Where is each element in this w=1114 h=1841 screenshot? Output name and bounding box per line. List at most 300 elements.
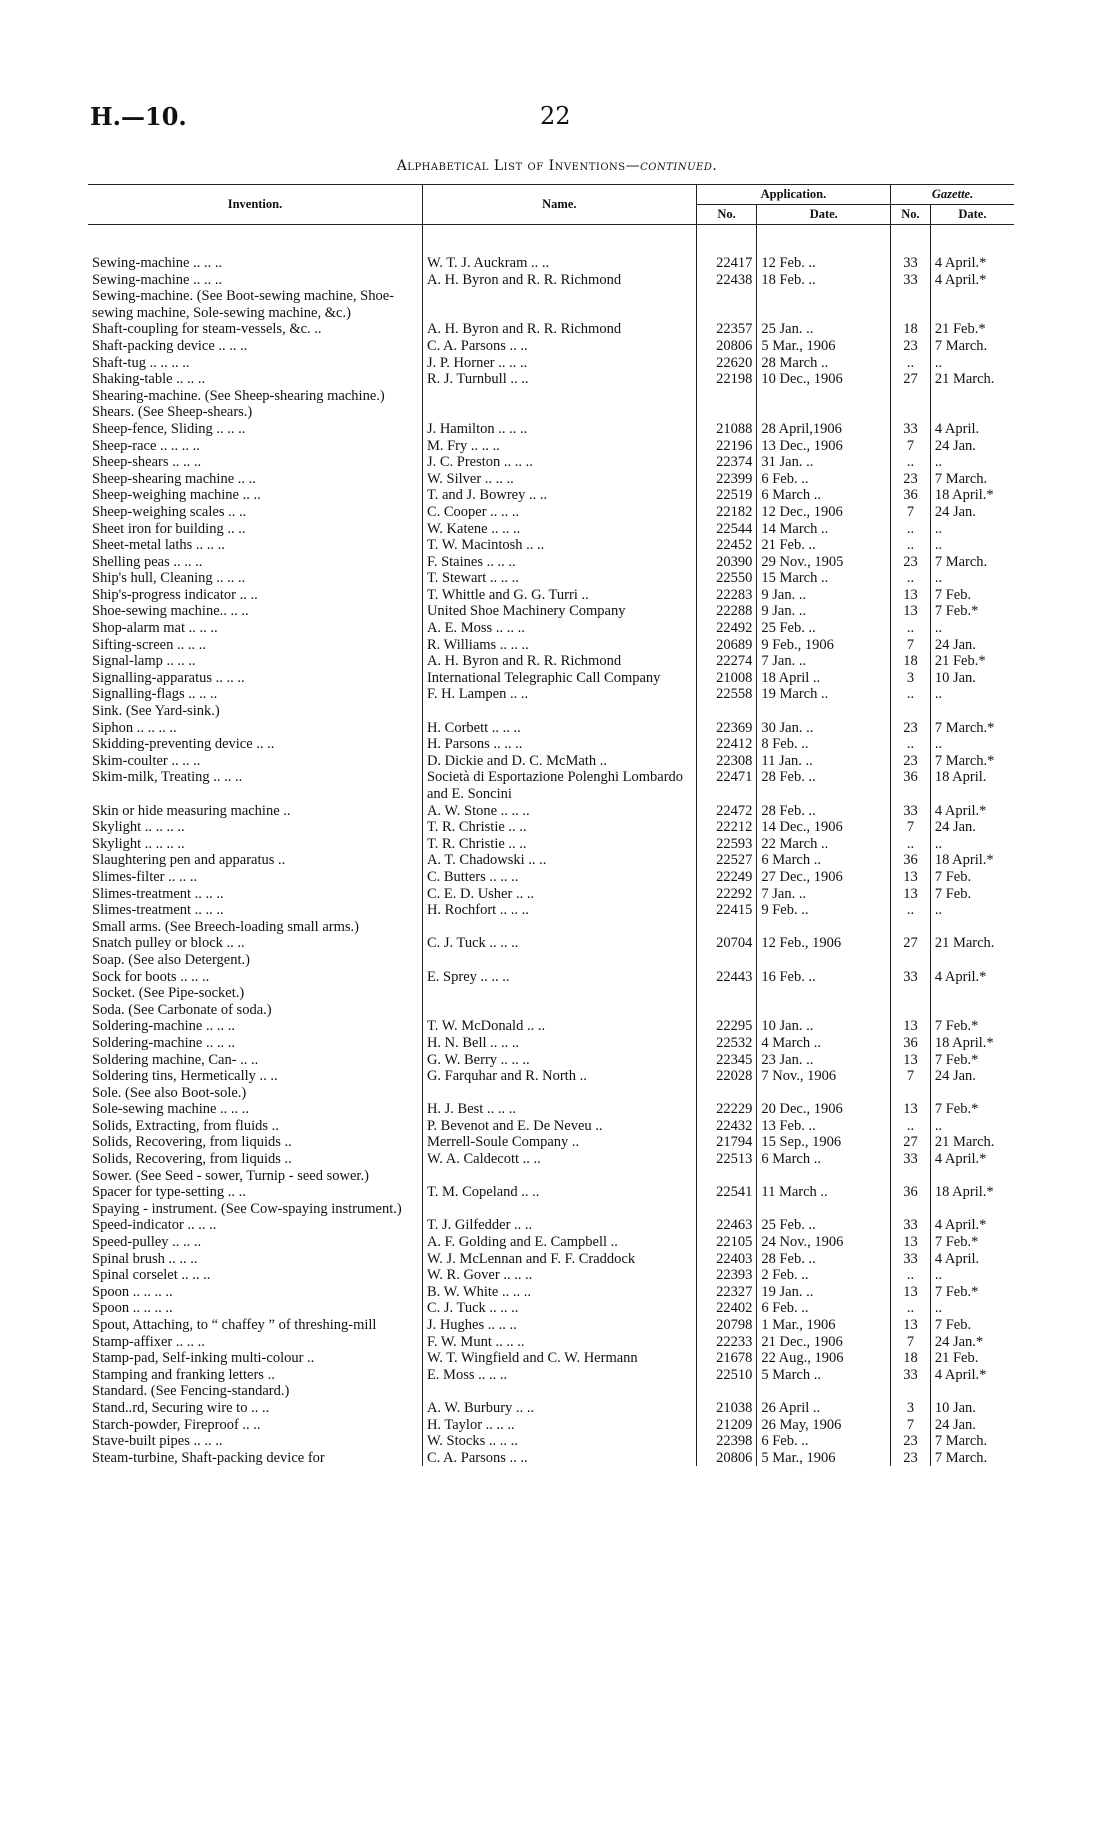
table-row xyxy=(88,852,1014,869)
gaz-no-cell: 33 xyxy=(891,255,931,272)
table-row xyxy=(88,620,1014,637)
gaz-no-cell: 7 xyxy=(891,637,931,654)
app-no-cell: 22105 xyxy=(696,1234,757,1251)
gaz-date-cell: 7 Feb.* xyxy=(934,1101,979,1118)
app-no-cell: 22028 xyxy=(696,1068,757,1085)
gaz-date-cell: 7 Feb.* xyxy=(934,1234,979,1251)
name-cell: C. J. Tuck .. .. .. xyxy=(422,1300,696,1317)
table-row xyxy=(88,886,1014,903)
table-row xyxy=(88,587,1014,604)
gaz-date-cell: 21 March. xyxy=(934,935,995,952)
app-date-cell: 11 March .. xyxy=(757,1184,891,1201)
name-cell: A. T. Chadowski .. .. xyxy=(422,852,696,869)
gaz-date-cell: 10 Jan. xyxy=(934,669,976,686)
gaz-no-cell xyxy=(891,404,931,421)
invention-cell: Soap. (See also Detergent.) xyxy=(88,952,422,969)
table-row xyxy=(88,1035,1014,1052)
app-date-cell xyxy=(757,1383,891,1400)
app-no-cell: 21038 xyxy=(696,1400,757,1417)
invention-cell: Sheep-fence, Sliding .. .. .. xyxy=(88,421,422,438)
gaz-date-cell: 7 March. xyxy=(934,337,988,354)
gaz-date-cell: 4 April.* xyxy=(934,1151,987,1168)
invention-cell: Spinal corselet .. .. .. xyxy=(88,1267,422,1284)
name-cell xyxy=(422,1201,696,1218)
app-date-cell: 7 Jan. .. xyxy=(757,653,891,670)
invention-cell: Ship's hull, Cleaning .. .. .. xyxy=(88,570,422,587)
app-date-cell: 15 Sep., 1906 xyxy=(757,1134,891,1151)
gaz-no-cell: .. xyxy=(891,736,931,753)
invention-cell: Skylight .. .. .. .. xyxy=(88,819,422,836)
gaz-no-cell: 13 xyxy=(891,886,931,903)
document-code: H.—10. xyxy=(90,102,187,131)
name-cell: W. Stocks .. .. .. xyxy=(422,1433,696,1450)
invention-cell: Starch-powder, Fireproof .. .. xyxy=(88,1417,422,1434)
app-no-cell: 22283 xyxy=(696,587,757,604)
name-cell: E. Sprey .. .. .. xyxy=(422,969,696,986)
app-no-cell: 20806 xyxy=(696,1450,757,1467)
gaz-no-cell: 23 xyxy=(891,471,931,488)
app-date-cell: 14 March .. xyxy=(757,521,891,538)
app-no-cell: 22196 xyxy=(696,438,757,455)
name-cell: W. Silver .. .. .. xyxy=(422,471,696,488)
gaz-no-cell: 13 xyxy=(891,1101,931,1118)
table-row xyxy=(88,388,1014,405)
table-row xyxy=(88,1350,1014,1367)
table-row xyxy=(88,902,1014,919)
caption-main: Alphabetical List of Inventions— xyxy=(396,158,641,174)
invention-cell: Stamp-affixer .. .. .. xyxy=(88,1334,422,1351)
gaz-no-cell: 36 xyxy=(891,487,931,504)
gaz-no-cell xyxy=(891,1085,931,1102)
app-no-cell: 21008 xyxy=(696,670,757,687)
app-date-cell: 28 March .. xyxy=(757,355,891,372)
name-cell: C. A. Parsons .. .. xyxy=(422,1450,696,1467)
invention-cell: Speed-indicator .. .. .. xyxy=(88,1217,422,1234)
table-row xyxy=(88,1101,1014,1118)
header-app-no: No. xyxy=(696,205,757,225)
gaz-no-cell xyxy=(891,388,931,405)
gaz-no-cell: 13 xyxy=(891,1317,931,1334)
table-row xyxy=(88,637,1014,654)
gaz-no-cell: 36 xyxy=(891,852,931,869)
app-date-cell: 15 March .. xyxy=(757,570,891,587)
app-no-cell: 22452 xyxy=(696,537,757,554)
name-cell xyxy=(422,1002,696,1019)
table-row xyxy=(88,952,1014,969)
name-cell: Società di Esportazione Polenghi Lombardo and E. Soncini xyxy=(422,769,696,802)
gaz-date-cell: 7 Feb. xyxy=(934,868,972,885)
name-cell: C. E. D. Usher .. .. xyxy=(422,886,696,903)
table-row xyxy=(88,935,1014,952)
app-no-cell: 22403 xyxy=(696,1251,757,1268)
app-no-cell: 22620 xyxy=(696,355,757,372)
table-row xyxy=(88,554,1014,571)
name-cell: A. W. Stone .. .. .. xyxy=(422,803,696,820)
app-no-cell: 21678 xyxy=(696,1350,757,1367)
name-cell: W. R. Gover .. .. .. xyxy=(422,1267,696,1284)
app-date-cell: 9 Feb. .. xyxy=(757,902,891,919)
gaz-date-cell: 21 March. xyxy=(934,371,995,388)
app-date-cell: 14 Dec., 1906 xyxy=(757,819,891,836)
gaz-date-cell: 24 Jan. xyxy=(934,1416,976,1433)
name-cell xyxy=(422,919,696,936)
gaz-no-cell: 7 xyxy=(891,1417,931,1434)
app-no-cell: 20689 xyxy=(696,637,757,654)
name-cell: G. W. Berry .. .. .. xyxy=(422,1052,696,1069)
app-date-cell: 19 March .. xyxy=(757,686,891,703)
app-no-cell: 22274 xyxy=(696,653,757,670)
app-date-cell: 21 Dec., 1906 xyxy=(757,1334,891,1351)
invention-cell: Sheep-shears .. .. .. xyxy=(88,454,422,471)
app-no-cell: 22357 xyxy=(696,321,757,338)
invention-cell: Shaking-table .. .. .. xyxy=(88,371,422,388)
gaz-date-cell: 24 Jan. xyxy=(934,437,976,454)
app-date-cell: 6 Feb. .. xyxy=(757,1433,891,1450)
app-date-cell xyxy=(757,703,891,720)
app-date-cell: 18 Feb. .. xyxy=(757,272,891,289)
invention-cell: Signalling-apparatus .. .. .. xyxy=(88,670,422,687)
gaz-no-cell: 3 xyxy=(891,1400,931,1417)
name-cell: D. Dickie and D. C. McMath .. xyxy=(422,753,696,770)
table-row xyxy=(88,487,1014,504)
table-row xyxy=(88,537,1014,554)
gaz-no-cell xyxy=(891,952,931,969)
name-cell: J. C. Preston .. .. .. xyxy=(422,454,696,471)
caption-suffix: continued. xyxy=(640,158,718,174)
gaz-no-cell: 13 xyxy=(891,603,931,620)
invention-cell: Sole. (See also Boot-sole.) xyxy=(88,1085,422,1102)
gaz-no-cell: .. xyxy=(891,1118,931,1135)
gaz-no-cell xyxy=(891,288,931,321)
table-row xyxy=(88,471,1014,488)
header-app-date: Date. xyxy=(757,205,891,225)
name-cell: F. Staines .. .. .. xyxy=(422,554,696,571)
app-date-cell: 6 Feb. .. xyxy=(757,1300,891,1317)
app-date-cell: 30 Jan. .. xyxy=(757,720,891,737)
table-row xyxy=(88,1300,1014,1317)
gaz-date-cell: 7 Feb.* xyxy=(934,603,979,620)
invention-cell: Sheep-race .. .. .. .. xyxy=(88,438,422,455)
app-no-cell xyxy=(696,288,757,321)
app-no-cell: 22558 xyxy=(696,686,757,703)
table-row xyxy=(88,603,1014,620)
table-row xyxy=(88,1118,1014,1135)
name-cell: A. H. Byron and R. R. Richmond xyxy=(422,653,696,670)
app-no-cell: 21209 xyxy=(696,1417,757,1434)
gaz-date-cell: 24 Jan.* xyxy=(934,1333,984,1350)
gaz-no-cell: 13 xyxy=(891,1052,931,1069)
invention-cell: Speed-pulley .. .. .. xyxy=(88,1234,422,1251)
app-date-cell xyxy=(757,288,891,321)
gaz-date-cell xyxy=(930,703,1014,720)
app-date-cell xyxy=(757,1085,891,1102)
invention-cell: Slaughtering pen and apparatus .. xyxy=(88,852,422,869)
invention-cell: Sheep-weighing machine .. .. xyxy=(88,487,422,504)
gaz-date-cell: 21 Feb.* xyxy=(934,321,986,338)
table-row xyxy=(88,1251,1014,1268)
app-no-cell: 22398 xyxy=(696,1433,757,1450)
header-gaz-date: Date. xyxy=(930,205,1014,225)
name-cell xyxy=(422,404,696,421)
name-cell xyxy=(422,288,696,321)
gaz-date-cell xyxy=(930,1085,1014,1102)
name-cell: A. H. Byron and R. R. Richmond xyxy=(422,272,696,289)
gaz-no-cell: 23 xyxy=(891,720,931,737)
name-cell: F. W. Munt .. .. .. xyxy=(422,1334,696,1351)
gaz-date-cell xyxy=(930,388,1014,405)
invention-cell: Sewing-machine .. .. .. xyxy=(88,255,422,272)
name-cell: W. J. McLennan and F. F. Craddock xyxy=(422,1251,696,1268)
name-cell: A. H. Byron and R. R. Richmond xyxy=(422,321,696,338)
name-cell: J. P. Horner .. .. .. xyxy=(422,355,696,372)
name-cell: H. N. Bell .. .. .. xyxy=(422,1035,696,1052)
name-cell: T. W. Macintosh .. .. xyxy=(422,537,696,554)
app-date-cell: 16 Feb. .. xyxy=(757,969,891,986)
app-date-cell: 12 Feb., 1906 xyxy=(757,935,891,952)
gaz-date-cell xyxy=(930,952,1014,969)
gaz-no-cell: 23 xyxy=(891,338,931,355)
app-no-cell: 20798 xyxy=(696,1317,757,1334)
app-no-cell: 22550 xyxy=(696,570,757,587)
invention-cell: Slimes-filter .. .. .. xyxy=(88,869,422,886)
table-row xyxy=(88,504,1014,521)
gaz-no-cell: 18 xyxy=(891,653,931,670)
gaz-no-cell: 27 xyxy=(891,935,931,952)
invention-cell: Sole-sewing machine .. .. .. xyxy=(88,1101,422,1118)
app-date-cell: 25 Feb. .. xyxy=(757,620,891,637)
invention-cell: Sower. (See Seed - sower, Turnip - seed sower.) xyxy=(88,1168,422,1185)
gaz-no-cell: 33 xyxy=(891,421,931,438)
invention-cell: Shears. (See Sheep-shears.) xyxy=(88,404,422,421)
gaz-date-cell: 4 April. xyxy=(934,420,980,437)
table-row xyxy=(88,1367,1014,1384)
app-no-cell: 22513 xyxy=(696,1151,757,1168)
invention-cell: Sheep-weighing scales .. .. xyxy=(88,504,422,521)
name-cell: H. J. Best .. .. .. xyxy=(422,1101,696,1118)
table-row xyxy=(88,1085,1014,1102)
gaz-date-cell: 7 Feb. xyxy=(934,1317,972,1333)
app-no-cell: 22402 xyxy=(696,1300,757,1317)
gaz-date-cell: 21 Feb.* xyxy=(934,653,986,670)
gaz-date-cell xyxy=(930,1002,1014,1019)
app-date-cell: 6 March .. xyxy=(757,487,891,504)
app-no-cell: 22527 xyxy=(696,852,757,869)
gaz-date-cell: 18 April.* xyxy=(934,1034,994,1051)
app-date-cell: 12 Dec., 1906 xyxy=(757,504,891,521)
invention-cell: Socket. (See Pipe-socket.) xyxy=(88,985,422,1002)
gaz-date-cell: .. xyxy=(934,537,943,554)
gaz-date-cell: 7 Feb. xyxy=(934,586,972,603)
gaz-date-cell: 7 March. xyxy=(934,1433,988,1450)
table-row xyxy=(88,404,1014,421)
app-date-cell: 25 Feb. .. xyxy=(757,1217,891,1234)
name-cell: R. Williams .. .. .. xyxy=(422,637,696,654)
table-row xyxy=(88,1334,1014,1351)
app-date-cell: 5 March .. xyxy=(757,1367,891,1384)
gaz-date-cell: .. xyxy=(934,736,943,753)
table-row xyxy=(88,1052,1014,1069)
name-cell: A. E. Moss .. .. .. xyxy=(422,620,696,637)
gaz-no-cell: 7 xyxy=(891,438,931,455)
header-invention: Invention. xyxy=(88,185,422,225)
page-number: 22 xyxy=(540,102,571,130)
invention-cell: Soldering tins, Hermetically .. .. xyxy=(88,1068,422,1085)
inventions-table xyxy=(88,184,1014,1466)
name-cell xyxy=(422,1383,696,1400)
app-date-cell: 13 Feb. .. xyxy=(757,1118,891,1135)
table-row xyxy=(88,255,1014,272)
gaz-date-cell xyxy=(930,288,1014,321)
invention-cell: Sink. (See Yard-sink.) xyxy=(88,703,422,720)
name-cell: T. and J. Bowrey .. .. xyxy=(422,487,696,504)
invention-cell: Soldering-machine .. .. .. xyxy=(88,1035,422,1052)
invention-cell: Snatch pulley or block .. .. xyxy=(88,935,422,952)
invention-cell: Slimes-treatment .. .. .. xyxy=(88,902,422,919)
app-date-cell: 31 Jan. .. xyxy=(757,454,891,471)
gaz-no-cell: .. xyxy=(891,454,931,471)
app-date-cell: 19 Jan. .. xyxy=(757,1284,891,1301)
app-no-cell: 22327 xyxy=(696,1284,757,1301)
gaz-no-cell: 13 xyxy=(891,869,931,886)
gaz-no-cell: 3 xyxy=(891,670,931,687)
table-row xyxy=(88,1168,1014,1185)
invention-cell: Shearing-machine. (See Sheep-shearing machine.) xyxy=(88,388,422,405)
table-row xyxy=(88,803,1014,820)
app-no-cell: 22593 xyxy=(696,836,757,853)
app-no-cell: 22399 xyxy=(696,471,757,488)
gaz-no-cell: .. xyxy=(891,355,931,372)
gaz-no-cell: 18 xyxy=(891,1350,931,1367)
gaz-no-cell: .. xyxy=(891,1300,931,1317)
table-row xyxy=(88,836,1014,853)
invention-cell: Sock for boots .. .. .. xyxy=(88,969,422,986)
app-date-cell: 18 April .. xyxy=(757,670,891,687)
invention-cell: Sheet iron for building .. .. xyxy=(88,521,422,538)
invention-cell: Sheet-metal laths .. .. .. xyxy=(88,537,422,554)
invention-cell: Stand..rd, Securing wire to .. .. xyxy=(88,1400,422,1417)
app-date-cell: 29 Nov., 1905 xyxy=(757,554,891,571)
gaz-date-cell: 24 Jan. xyxy=(934,636,976,653)
app-date-cell: 21 Feb. .. xyxy=(757,537,891,554)
gaz-date-cell: 18 April.* xyxy=(934,1184,994,1201)
app-no-cell: 20390 xyxy=(696,554,757,571)
app-no-cell: 22443 xyxy=(696,969,757,986)
app-no-cell: 22295 xyxy=(696,1018,757,1035)
app-no-cell: 22212 xyxy=(696,819,757,836)
gaz-no-cell: .. xyxy=(891,570,931,587)
table-row xyxy=(88,1400,1014,1417)
app-date-cell: 9 Jan. .. xyxy=(757,603,891,620)
app-no-cell: 22229 xyxy=(696,1101,757,1118)
gaz-date-cell: 4 April.* xyxy=(934,1366,987,1383)
header-application: Application. xyxy=(696,185,890,205)
name-cell: Merrell-Soule Company .. xyxy=(422,1134,696,1151)
gaz-date-cell: 24 Jan. xyxy=(934,819,976,836)
app-no-cell: 22438 xyxy=(696,272,757,289)
invention-cell: Sewing-machine. (See Boot-sewing machine, Shoe-sewing machine, Sole-sewing machine, &c.) xyxy=(88,288,422,321)
app-date-cell: 28 Feb. .. xyxy=(757,803,891,820)
gaz-date-cell: .. xyxy=(934,454,943,471)
table-row xyxy=(88,1234,1014,1251)
app-no-cell: 22345 xyxy=(696,1052,757,1069)
table-row xyxy=(88,1383,1014,1400)
gaz-no-cell: 13 xyxy=(891,1284,931,1301)
app-date-cell: 20 Dec., 1906 xyxy=(757,1101,891,1118)
invention-cell: Stamp-pad, Self-inking multi-colour .. xyxy=(88,1350,422,1367)
app-no-cell: 22492 xyxy=(696,620,757,637)
gaz-date-cell: 7 March. xyxy=(934,1449,988,1466)
gaz-no-cell: .. xyxy=(891,836,931,853)
invention-cell: Shoe-sewing machine.. .. .. xyxy=(88,603,422,620)
app-no-cell: 20704 xyxy=(696,935,757,952)
gaz-no-cell: .. xyxy=(891,902,931,919)
app-date-cell: 6 March .. xyxy=(757,852,891,869)
gaz-no-cell: 23 xyxy=(891,1433,931,1450)
table-row xyxy=(88,438,1014,455)
table-row xyxy=(88,1184,1014,1201)
name-cell xyxy=(422,388,696,405)
app-no-cell xyxy=(696,404,757,421)
table-row xyxy=(88,1284,1014,1301)
invention-cell: Solids, Extracting, from fluids .. xyxy=(88,1118,422,1135)
name-cell: T. Stewart .. .. .. xyxy=(422,570,696,587)
gaz-date-cell: 10 Jan. xyxy=(934,1399,976,1416)
invention-cell: Signalling-flags .. .. .. xyxy=(88,686,422,703)
table-row xyxy=(88,670,1014,687)
app-date-cell: 2 Feb. .. xyxy=(757,1267,891,1284)
app-date-cell xyxy=(757,404,891,421)
gaz-no-cell xyxy=(891,1201,931,1218)
app-no-cell: 22463 xyxy=(696,1217,757,1234)
gaz-date-cell: 7 March. xyxy=(934,553,988,570)
invention-cell: Skylight .. .. .. .. xyxy=(88,836,422,853)
gaz-date-cell: 7 Feb.* xyxy=(934,1283,979,1300)
name-cell: W. T. Wingfield and C. W. Hermann xyxy=(422,1350,696,1367)
gaz-no-cell: 33 xyxy=(891,272,931,289)
gaz-date-cell: 21 Feb. xyxy=(934,1350,979,1367)
gaz-date-cell: 4 April.* xyxy=(934,802,987,819)
gaz-no-cell: .. xyxy=(891,537,931,554)
invention-cell: Soldering machine, Can- .. .. xyxy=(88,1052,422,1069)
app-no-cell: 20806 xyxy=(696,338,757,355)
table-row xyxy=(88,371,1014,388)
app-no-cell: 22198 xyxy=(696,371,757,388)
name-cell: T. W. McDonald .. .. xyxy=(422,1018,696,1035)
app-no-cell xyxy=(696,1201,757,1218)
invention-cell: Shop-alarm mat .. .. .. xyxy=(88,620,422,637)
gaz-date-cell: 4 April.* xyxy=(934,255,987,271)
gaz-no-cell: .. xyxy=(891,620,931,637)
name-cell: W. T. J. Auckram .. .. xyxy=(422,255,696,272)
app-date-cell: 6 Feb. .. xyxy=(757,471,891,488)
app-date-cell: 5 Mar., 1906 xyxy=(757,1450,891,1467)
app-date-cell: 22 Aug., 1906 xyxy=(757,1350,891,1367)
invention-cell: Spinal brush .. .. .. xyxy=(88,1251,422,1268)
app-date-cell: 7 Jan. .. xyxy=(757,886,891,903)
name-cell: J. Hamilton .. .. .. xyxy=(422,421,696,438)
app-no-cell: 22415 xyxy=(696,902,757,919)
gaz-date-cell: 4 April.* xyxy=(934,1217,987,1234)
name-cell: T. Whittle and G. G. Turri .. xyxy=(422,587,696,604)
app-date-cell: 26 May, 1906 xyxy=(757,1417,891,1434)
name-cell: G. Farquhar and R. North .. xyxy=(422,1068,696,1085)
table-row xyxy=(88,736,1014,753)
invention-cell: Signal-lamp .. .. .. xyxy=(88,653,422,670)
gaz-date-cell xyxy=(930,1201,1014,1218)
gaz-date-cell: .. xyxy=(934,1267,943,1284)
gaz-date-cell: 4 April. xyxy=(934,1250,980,1267)
app-date-cell xyxy=(757,1201,891,1218)
